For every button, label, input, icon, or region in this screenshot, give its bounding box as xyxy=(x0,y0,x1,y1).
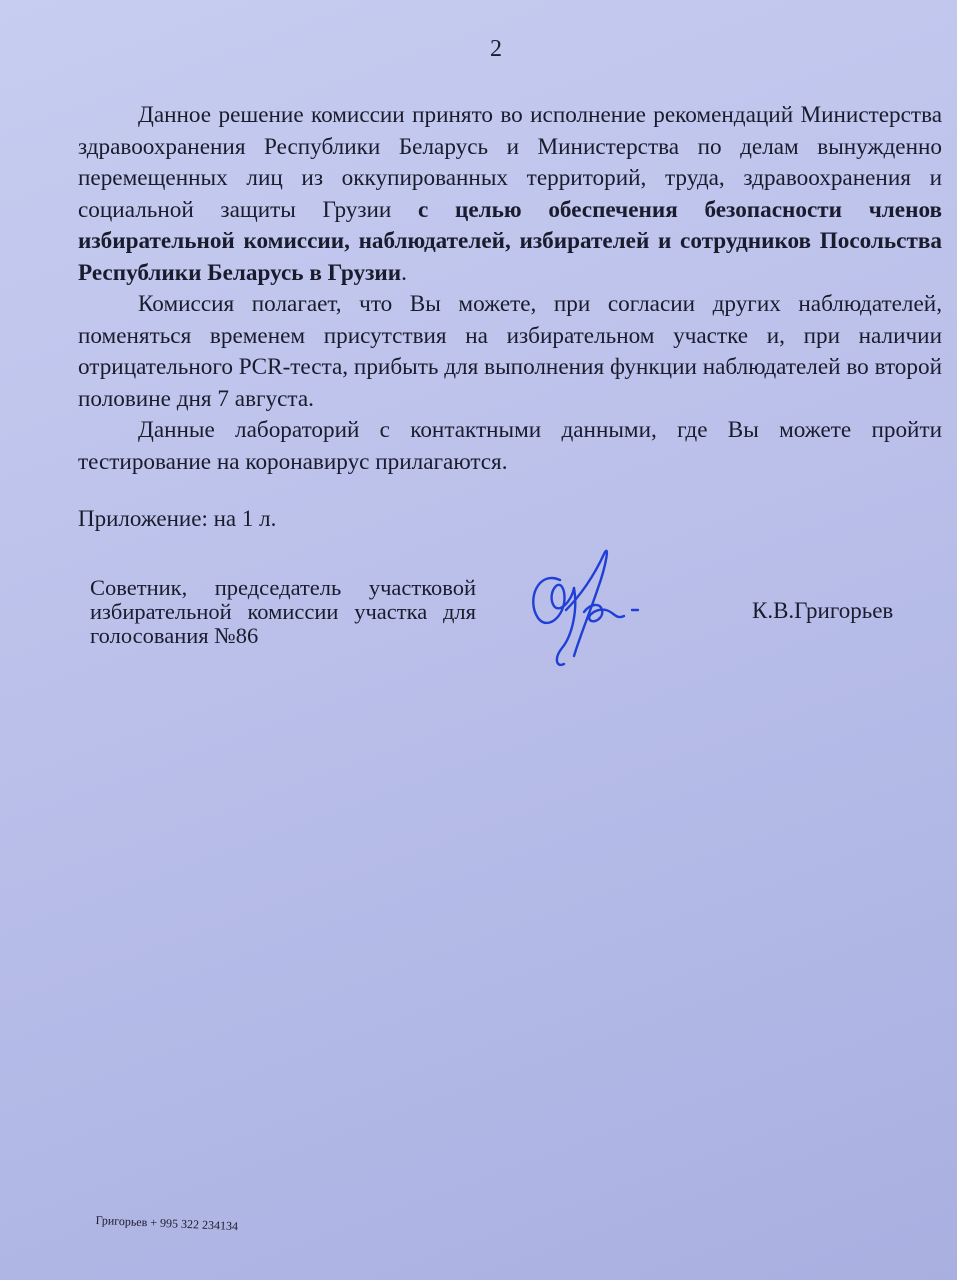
page-number: 2 xyxy=(490,36,502,62)
signature-icon xyxy=(520,540,660,675)
attachment-note: Приложение: на 1 л. xyxy=(78,506,277,531)
signatory-name: К.В.Григорьев xyxy=(752,598,894,623)
letter-body xyxy=(78,100,942,478)
footer-contact: Григорьев + 995 322 234134 xyxy=(95,1213,239,1234)
signatory-title: Советник, председатель участковой избирательной комиссии участка для голосования №86 xyxy=(90,575,476,648)
paragraph-decision-end: . xyxy=(401,259,407,286)
paragraph-decision-bold: с целью обеспечения безопасности членов избирательной комиссии, наблюдателей, избирателей и сотрудников Посольства Республики Беларусь в Грузии xyxy=(78,196,942,286)
paragraph-laboratories: Данные лабораторий с контактными данными, где Вы можете пройти тестирование на коронавирус прилагаются. xyxy=(78,417,942,475)
paragraph-decision xyxy=(78,100,942,289)
paragraph-commission: Комиссия полагает, что Вы можете, при согласии других наблюдателей, поменяться временем присутствия на избирательном участке и, при наличии отрицательного PCR-теста, прибыть для выполнения функции наблюдателей во второй половине дня 7 августа. xyxy=(78,291,942,412)
paragraph-decision-text: Данное решение комиссии принято во исполнение рекомендаций Министерства здравоохранения Республики Беларусь и Министерства по делам вынужденно перемещенных лиц из оккупированных территорий, труда, здравоохранения и социальной защиты Грузии xyxy=(78,102,942,223)
